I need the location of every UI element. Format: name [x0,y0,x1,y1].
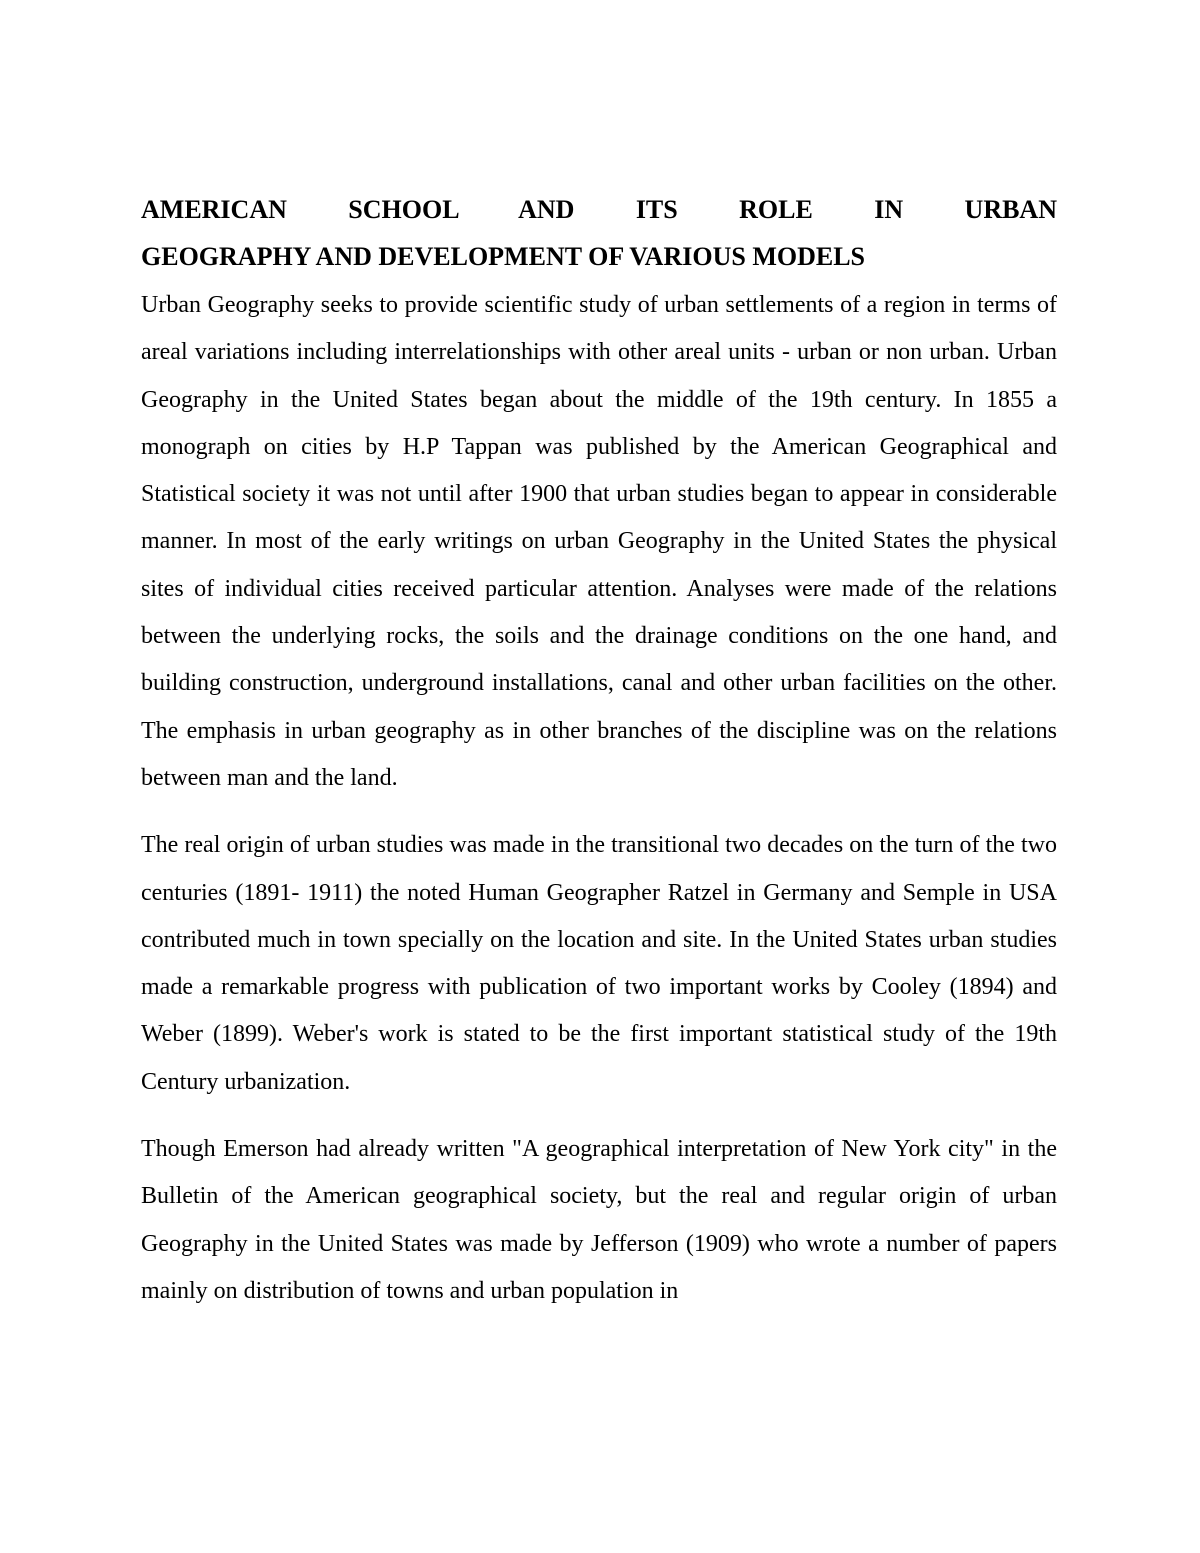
paragraph-2: The real origin of urban studies was made in the transitional two decades on the turn of the two centuries (1891- 1911) the noted Human Geographer Ratzel in Germany and Semple in USA contributed much in town specially on the location and site. In the United States urban studies made a remarkable progress with publication of two important works by Cooley (1894) and Weber (1899). Weber's work is stated to be the first important statistical study of the 19th Century urbanization. [141,832,1057,1095]
paragraph-1: Urban Geography seeks to provide scientific study of urban settlements of a region in terms of areal variations including interrelationships with other areal units - urban or non urban. Urban Geography in the United States began about the middle of the 19th century. In 1855 a monograph on cities by H.P Tappan was published by the American Geographical and Statistical society it was not until after 1900 that urban studies began to appear in considerable manner. In most of the early writings on urban Geography in the United States the physical sites of individual cities received particular attention. Analyses were made of the relations between the underlying rocks, the soils and the drainage conditions on the one hand, and building construction, underground installations, canal and other urban facilities on the other. The emphasis in urban geography as in other branches of the discipline was on the relations between man and the land. [141,292,1057,791]
document-title-line-2: GEOGRAPHY AND DEVELOPMENT OF VARIOUS MODELS [141,242,866,271]
document-title [141,186,1057,280]
document-title-line-1: AMERICAN SCHOOL AND ITS ROLE IN URBAN [141,195,1057,224]
document-body [141,186,1057,1315]
paragraph-3: Though Emerson had already written "A geographical interpretation of New York city" in the Bulletin of the American geographical society, but the real and regular origin of urban Geography in the United States was made by Jefferson (1909) who wrote a number of papers mainly on distribution of towns and urban population in [141,1136,1057,1304]
